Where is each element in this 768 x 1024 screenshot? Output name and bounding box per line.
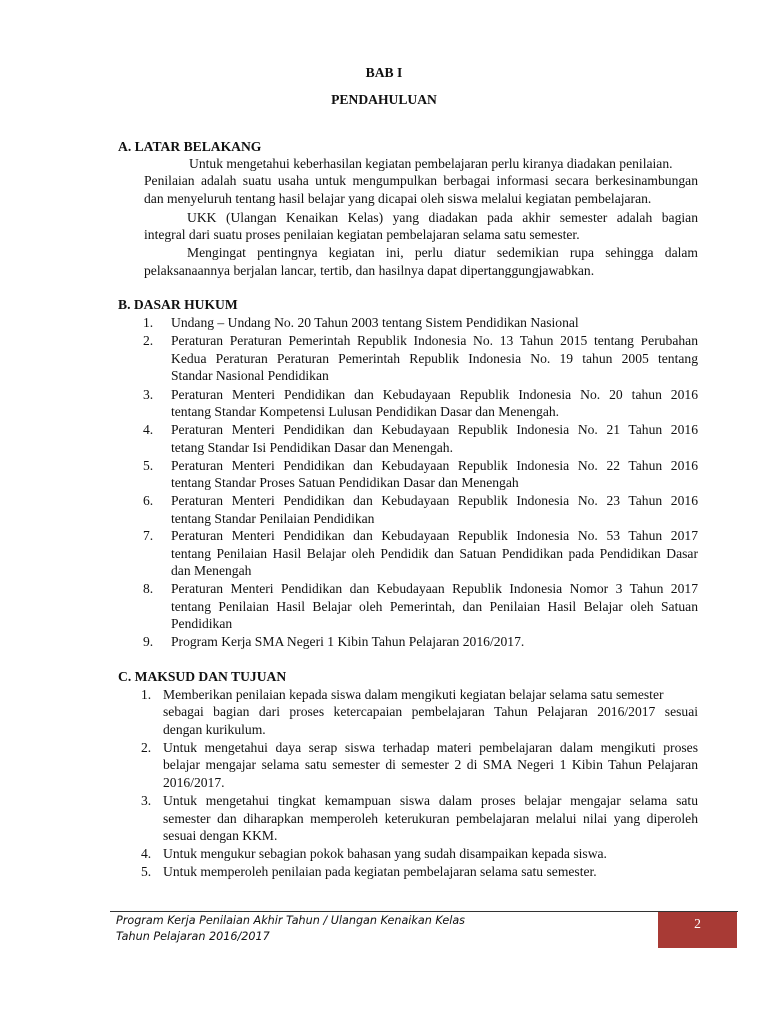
list-item-line: dan Menengah: [171, 563, 252, 578]
list-number: 2.: [141, 740, 152, 755]
list-number: 4.: [141, 846, 152, 861]
list-item-line: Pendidikan: [171, 616, 233, 631]
footer-school-year: Tahun Pelajaran 2016/2017: [116, 930, 270, 943]
list-item-line: Peraturan Menteri Pendidikan dan Kebudayaan Republik Indonesia No. 20 tahun 2016: [171, 387, 698, 402]
paragraph-line: Untuk mengetahui keberhasilan kegiatan pembelajaran perlu kiranya diadakan penilaian.: [189, 156, 673, 171]
section-c-heading: C. MAKSUD DAN TUJUAN: [118, 669, 287, 684]
list-number: 1.: [143, 315, 154, 330]
list-number: 3.: [143, 387, 154, 402]
list-item-line: Peraturan Menteri Pendidikan dan Kebudayaan Republik Indonesia No. 21 Tahun 2016: [171, 422, 698, 437]
list-number: 8.: [143, 581, 154, 596]
section-b-heading: B. DASAR HUKUM: [118, 297, 238, 312]
list-number: 5.: [141, 864, 152, 879]
list-number: 5.: [143, 458, 154, 473]
list-item-line: Kedua Peraturan Peraturan Pemerintah Republik Indonesia No. 19 tahun 2005 tentang: [171, 351, 698, 366]
list-item-line: 2016/2017.: [163, 775, 225, 790]
list-item-line: Peraturan Menteri Pendidikan dan Kebudayaan Republik Indonesia No. 22 Tahun 2016: [171, 458, 698, 473]
list-item-line: tentang Standar Proses Satuan Pendidikan Dasar dan Menengah: [171, 475, 519, 490]
paragraph-line: pelaksanaannya berjalan lancar, tertib, dan hasilnya dapat dipertanggungjawabkan.: [144, 263, 595, 278]
list-number: 9.: [143, 634, 154, 649]
list-number: 2.: [143, 333, 154, 348]
list-item-line: tentang Penilaian Hasil Belajar oleh Pendidik dan Satuan Pendidikan pada Pendidikan Dasar: [171, 546, 698, 561]
list-item-line: sesuai dengan KKM.: [163, 828, 278, 843]
paragraph-line: UKK (Ulangan Kenaikan Kelas) yang diadakan pada akhir semester adalah bagian: [187, 210, 698, 225]
paragraph-line: dan menyeluruh tentang hasil belajar yang dicapai oleh siswa melalui kegiatan pembelajaran.: [144, 191, 652, 206]
paragraph-line: Mengingat pentingnya kegiatan ini, perlu diatur sedemikian rupa sehingga dalam: [187, 245, 698, 260]
list-item-line: Peraturan Menteri Pendidikan dan Kebudayaan Republik Indonesia No. 53 Tahun 2017: [171, 528, 698, 543]
chapter-number: BAB I: [365, 65, 403, 80]
list-number: 6.: [143, 493, 154, 508]
list-item-line: Untuk mengukur sebagian pokok bahasan yang sudah disampaikan kepada siswa.: [163, 846, 607, 861]
list-item-line: belajar mengajar selama satu semester di semester 2 di SMA Negeri 1 Kibin Tahun Pelajaran: [163, 757, 698, 772]
section-a-heading: A. LATAR BELAKANG: [118, 139, 262, 154]
list-item-line: tentang Standar Kompetensi Lulusan Pendidikan Dasar dan Menengah.: [171, 404, 560, 419]
list-number: 3.: [141, 793, 152, 808]
paragraph-line: integral dari suatu proses penilaian kegiatan pembelajaran selama satu semester.: [144, 227, 580, 242]
page-number-box: [658, 912, 737, 948]
list-item-line: Untuk mengetahui daya serap siswa terhadap materi pembelajaran dalam mengikuti proses: [163, 740, 698, 755]
list-item-line: Memberikan penilaian kepada siswa dalam mengikuti kegiatan belajar selama satu semester: [163, 687, 664, 702]
list-item-line: Program Kerja SMA Negeri 1 Kibin Tahun Pelajaran 2016/2017.: [171, 634, 525, 649]
list-item-line: Untuk memperoleh penilaian pada kegiatan pembelajaran selama satu semester.: [163, 864, 597, 879]
list-item-line: Untuk mengetahui tingkat kemampuan siswa dalam proses belajar mengajar selama satu: [163, 793, 698, 808]
page-number: 2: [694, 916, 701, 931]
paragraph-line: Penilaian adalah suatu usaha untuk mengumpulkan berbagai informasi secara berkesinambungan: [144, 173, 698, 188]
list-number: 1.: [141, 687, 152, 702]
list-item-line: dengan kurikulum.: [163, 722, 266, 737]
list-item-line: sebagai bagian dari proses ketercapaian pembelajaran Tahun Pelajaran 2016/2017 sesuai: [163, 704, 698, 719]
chapter-title: PENDAHULUAN: [331, 92, 437, 107]
list-item-line: Peraturan Menteri Pendidikan dan Kebudayaan Republik Indonesia No. 23 Tahun 2016: [171, 493, 698, 508]
list-item-line: tetang Standar Isi Pendidikan Dasar dan Menengah.: [171, 440, 453, 455]
list-item-line: semester dan diharapkan memperoleh keterukuran pembelajaran melalui nilai yang diperoleh: [163, 811, 698, 826]
list-item-line: Peraturan Menteri Pendidikan dan Kebudayaan Republik Indonesia Nomor 3 Tahun 2017: [171, 581, 698, 596]
list-item-line: Standar Nasional Pendidikan: [171, 368, 329, 383]
list-item-line: tentang Penilaian Hasil Belajar oleh Pemerintah, dan Penilaian Hasil Belajar oleh Satuan: [171, 599, 698, 614]
footer-program-title: Program Kerja Penilaian Akhir Tahun / Ulangan Kenaikan Kelas: [116, 914, 466, 927]
footer-divider: [110, 911, 738, 912]
list-number: 4.: [143, 422, 154, 437]
list-number: 7.: [143, 528, 154, 543]
list-item-line: Peraturan Peraturan Pemerintah Republik Indonesia No. 13 Tahun 2015 tentang Perubahan: [171, 333, 698, 348]
list-item-line: Undang – Undang No. 20 Tahun 2003 tentang Sistem Pendidikan Nasional: [171, 315, 579, 330]
list-item-line: tentang Standar Penilaian Pendidikan: [171, 511, 375, 526]
